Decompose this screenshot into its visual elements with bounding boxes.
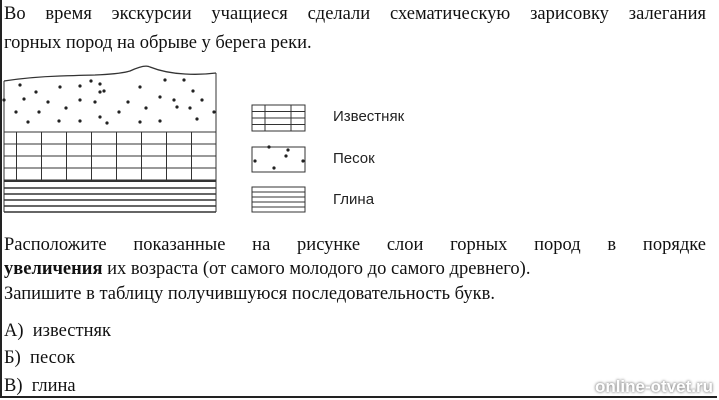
task-line-2-rest: их возраста (от самого молодого до самого древнего).: [102, 259, 531, 279]
sand-dot: [2, 98, 5, 101]
legend-label-clay: Глина: [333, 191, 375, 208]
sand-dot: [57, 119, 60, 122]
option-letter: Б): [4, 348, 21, 368]
legend-sand-dot: [286, 148, 289, 151]
sand-dot: [26, 120, 29, 123]
sand-dot: [78, 98, 81, 101]
sand-dot: [212, 110, 215, 113]
option-b: [4, 347, 75, 369]
sand-dot: [126, 100, 129, 103]
sand-dot: [191, 89, 194, 92]
sand-dot: [34, 90, 37, 93]
task-line-1: Расположите показанные на рисунке слои горных пород в порядке: [4, 235, 706, 255]
sand-dot: [163, 78, 166, 81]
sand-dot: [22, 97, 25, 100]
sand-dot: [138, 85, 141, 88]
option-text: глина: [31, 376, 76, 396]
sand-dot: [175, 105, 178, 108]
option-a: [4, 320, 111, 342]
legend-label-limestone: Известняк: [333, 108, 405, 125]
option-letter: В): [4, 376, 23, 396]
legend-sand-dot: [301, 159, 304, 162]
sand-dot: [200, 98, 203, 101]
legend-label-sand: Песок: [333, 150, 375, 167]
legend-sand-dot: [272, 166, 275, 169]
sand-dot: [98, 90, 101, 93]
sand-dot: [105, 121, 108, 124]
sand-dot: [46, 100, 49, 103]
option-text: известняк: [32, 321, 111, 341]
option-text: песок: [30, 348, 76, 368]
sand-dot: [78, 119, 81, 122]
option-letter: А): [4, 321, 24, 341]
sand-dot: [172, 98, 175, 101]
sand-dot: [195, 117, 198, 120]
task-line-3: Запишите в таблицу получившуюся последовательность букв.: [4, 284, 495, 304]
sand-dot: [158, 119, 161, 122]
sand-dot: [98, 115, 101, 118]
legend-sand-dot: [284, 154, 287, 157]
sand-dot: [64, 106, 67, 109]
sand-dot: [158, 95, 161, 98]
legend-sand-dot: [267, 145, 270, 148]
intro-line-2: горных пород на обрыве у берега реки.: [4, 33, 312, 53]
watermark: online-otvet.ru: [594, 377, 713, 396]
sand-dot: [18, 83, 21, 86]
sand-dot: [117, 110, 120, 113]
sand-dot: [78, 84, 81, 87]
sand-dot: [58, 85, 61, 88]
task-bold-word: увеличения: [4, 259, 103, 279]
sand-dot: [37, 110, 40, 113]
task-line-2: [4, 258, 530, 280]
intro-line-1: Во время экскурсии учащиеся сделали схематическую зарисовку залегания: [4, 4, 706, 24]
sand-dot: [102, 89, 105, 92]
sand-dot: [89, 79, 92, 82]
sand-dot: [182, 78, 185, 81]
legend-sand-box: [252, 147, 305, 172]
sand-dot: [138, 120, 141, 123]
sand-dot: [188, 106, 191, 109]
sand-dot: [14, 110, 17, 113]
legend-sand-dot: [253, 159, 256, 162]
sand-dot: [144, 106, 147, 109]
sand-dot: [93, 100, 96, 103]
sand-dot: [98, 82, 101, 85]
legend-clay-box: [252, 187, 305, 212]
option-c: [4, 375, 76, 397]
